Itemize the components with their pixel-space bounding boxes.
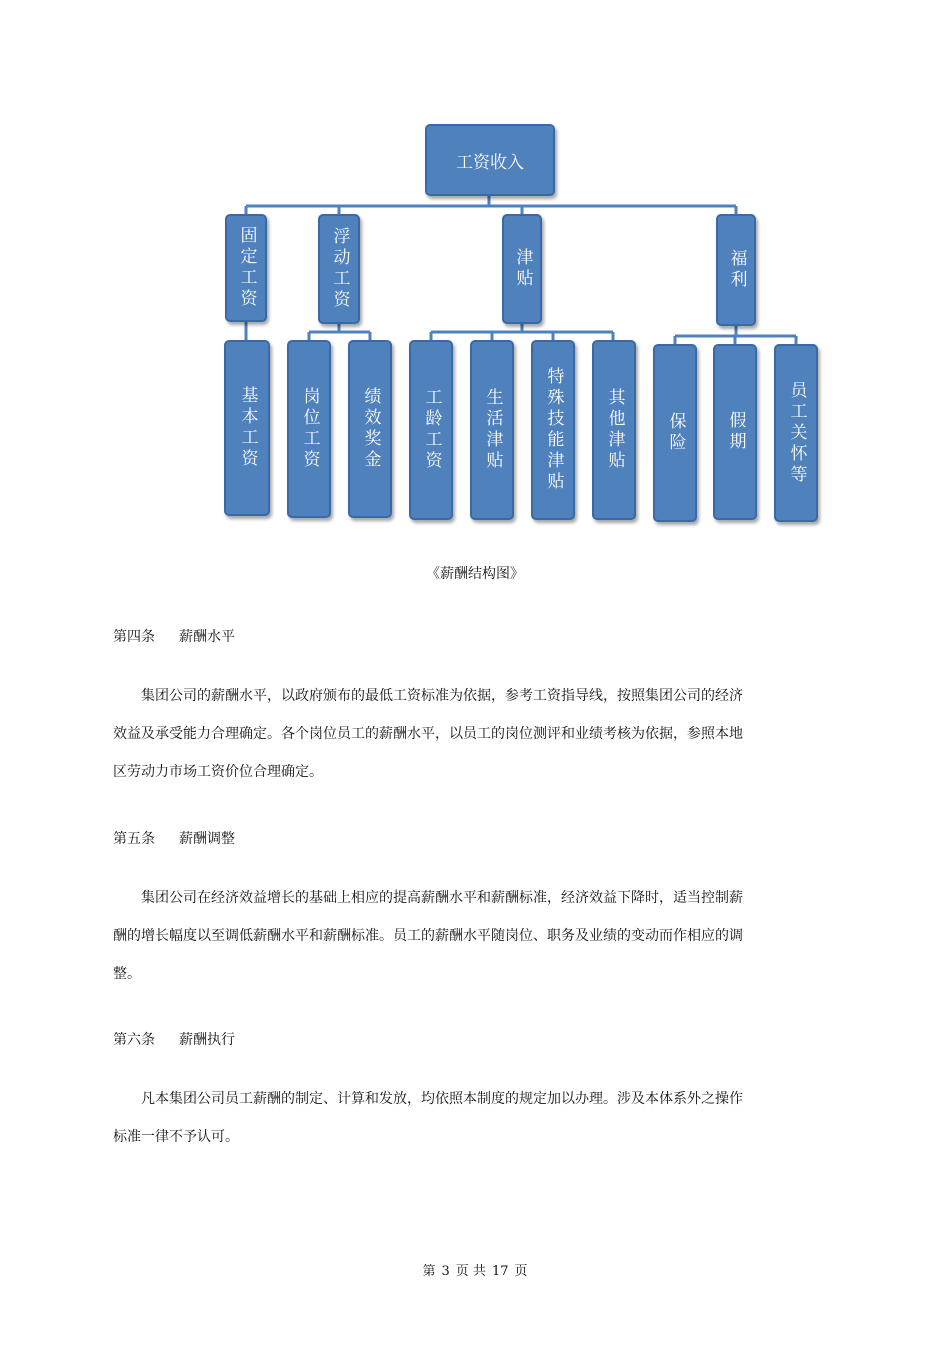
chart-node-label: 福利 [726,249,747,291]
chart-node-floating-salary [318,214,360,324]
section-heading [113,626,235,646]
footer-prefix: 第 [422,1264,436,1279]
section-body: 凡本集团公司员工薪酬的制定、计算和发放，均依照本制度的规定加以办理。涉及本体系外之操作标准一律不予认可。 [113,1091,743,1145]
chart-caption: 《薪酬结构图》 [426,566,524,582]
footer-middle: 页 共 [455,1264,486,1279]
chart-node-allowance [502,214,542,324]
chart-node-other-allowance [592,340,636,520]
chart-node-label: 保险 [665,412,686,454]
article-number: 第四条 [113,629,155,645]
chart-node-living-allowance [470,340,514,520]
chart-node-basic-salary [224,340,270,516]
section-heading [113,1029,235,1049]
chart-node-seniority-salary [409,340,453,520]
chart-node-holidays [713,344,757,520]
chart-node-label: 生活津贴 [482,388,503,472]
section-body: 集团公司在经济效益增长的基础上相应的提高薪酬水平和薪酬标准，经济效益下降时，适当控制薪酬的增长幅度以至调低薪酬水平和薪酬标准。员工的薪酬水平随岗位、职务及业绩的变动而作相应的调整。 [113,890,743,982]
total-pages: 17 [491,1264,509,1279]
chart-node-label: 基本工资 [237,386,258,470]
article-number: 第五条 [113,831,155,847]
chart-node-label: 假期 [725,411,746,453]
chart-node-performance-bonus [348,340,392,518]
footer-suffix: 页 [514,1264,528,1279]
section-title: 薪酬调整 [179,831,235,847]
chart-node-label: 固定工资 [236,226,257,310]
chart-node-special-skill-allowance [531,340,575,520]
section-body: 集团公司的薪酬水平，以政府颁布的最低工资标准为依据，参考工资指导线，按照集团公司的经济效益及承受能力合理确定。各个岗位员工的薪酬水平，以员工的岗位测评和业绩考核为依据，参照本地区劳动力市场工资价位合理确定。 [113,688,743,780]
chart-node-label: 其他津贴 [604,388,625,472]
chart-node-insurance [653,344,697,522]
chart-node-label: 浮动工资 [329,227,350,311]
chart-node-label: 特殊技能津贴 [543,367,564,493]
chart-node-welfare [716,214,756,326]
chart-node-label: 岗位工资 [299,387,320,471]
section-title: 薪酬水平 [179,629,235,645]
chart-node-label: 工资收入 [456,152,524,173]
article-number: 第六条 [113,1032,155,1048]
chart-node-fixed-salary [225,214,267,322]
chart-node-root [425,124,555,196]
section-title: 薪酬执行 [179,1032,235,1048]
section-heading [113,828,235,848]
chart-node-position-salary [287,340,331,518]
chart-node-label: 绩效奖金 [360,387,381,471]
salary-structure-chart [0,0,950,560]
chart-node-label: 津贴 [512,248,533,290]
page-footer [0,1260,950,1279]
chart-node-label: 员工关怀等 [786,380,807,486]
chart-node-employee-care [774,344,818,522]
chart-node-label: 工龄工资 [421,388,442,472]
page-number: 3 [441,1264,450,1279]
